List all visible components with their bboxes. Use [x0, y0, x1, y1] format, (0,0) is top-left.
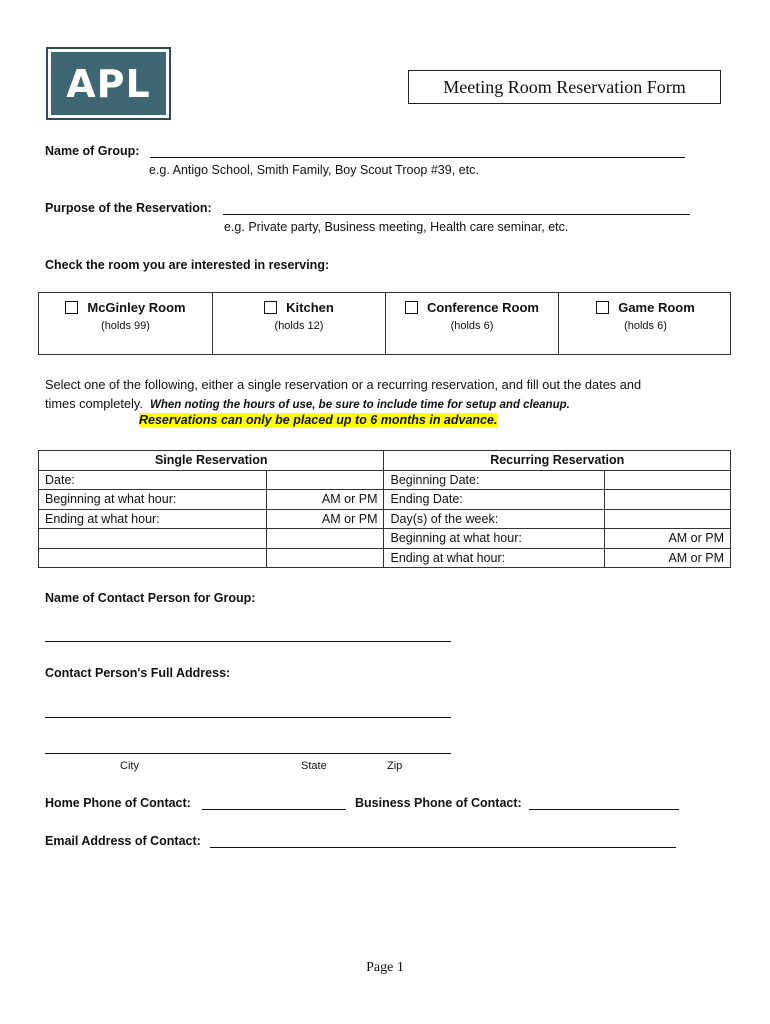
purpose-hint: e.g. Private party, Business meeting, Health care seminar, etc.	[224, 220, 569, 234]
room-capacity: (holds 12)	[274, 320, 324, 332]
recurring-begin-date-field[interactable]	[605, 470, 731, 490]
room-name: Kitchen	[286, 300, 334, 315]
recurring-days-label: Day(s) of the week:	[384, 509, 605, 529]
contact-name-label: Name of Contact Person for Group:	[45, 591, 256, 605]
single-reservation-header: Single Reservation	[39, 451, 384, 471]
room-name: Conference Room	[427, 300, 539, 315]
recurring-days-field[interactable]	[605, 509, 731, 529]
empty-cell	[266, 548, 384, 568]
room-capacity: (holds 99)	[101, 320, 150, 332]
business-phone-field[interactable]	[529, 798, 679, 810]
page-number: Page 1	[366, 960, 404, 975]
empty-cell	[39, 529, 267, 549]
recurring-begin-hour-field[interactable]: AM or PM	[605, 529, 731, 549]
email-label: Email Address of Contact:	[45, 834, 201, 848]
empty-cell	[266, 529, 384, 549]
checkbox-icon[interactable]	[65, 301, 78, 314]
rooms-heading: Check the room you are interested in reserving:	[45, 258, 330, 272]
recurring-end-date-label: Ending Date:	[384, 490, 605, 510]
room-capacity: (holds 6)	[624, 320, 667, 332]
logo-text: APL	[51, 52, 166, 115]
purpose-field[interactable]	[223, 203, 690, 215]
instructions-line-1: Select one of the following, either a single reservation or a recurring reservation, and fill out the dates and	[45, 377, 642, 392]
reservation-table	[38, 450, 731, 568]
room-capacity: (holds 6)	[450, 320, 494, 332]
single-begin-hour-label: Beginning at what hour:	[39, 490, 267, 510]
home-phone-label: Home Phone of Contact:	[45, 796, 191, 810]
checkbox-icon[interactable]	[264, 301, 277, 314]
single-begin-hour-field[interactable]: AM or PM	[266, 490, 384, 510]
recurring-end-hour-label: Ending at what hour:	[384, 548, 605, 568]
instructions	[45, 375, 745, 415]
home-phone-field[interactable]	[202, 798, 346, 810]
room-name: McGinley Room	[87, 300, 186, 315]
room-name: Game Room	[618, 300, 695, 315]
room-option-game	[559, 293, 732, 354]
empty-cell	[39, 548, 267, 568]
zip-label: Zip	[387, 760, 403, 772]
contact-address-label: Contact Person's Full Address:	[45, 666, 231, 680]
purpose-label: Purpose of the Reservation:	[45, 201, 212, 215]
advance-limit-notice: Reservations can only be placed up to 6 months in advance.	[139, 413, 498, 427]
city-label: City	[120, 760, 139, 772]
recurring-reservation-header: Recurring Reservation	[384, 451, 731, 471]
recurring-begin-hour-label: Beginning at what hour:	[384, 529, 605, 549]
room-option-mcginley	[39, 293, 213, 354]
state-label: State	[301, 760, 327, 772]
group-name-field[interactable]	[150, 146, 685, 158]
email-field[interactable]	[210, 836, 676, 848]
form-title: Meeting Room Reservation Form	[408, 70, 721, 104]
single-date-field[interactable]	[266, 470, 384, 490]
setup-cleanup-note: When noting the hours of use, be sure to include time for setup and cleanup.	[150, 399, 570, 411]
checkbox-icon[interactable]	[405, 301, 418, 314]
recurring-begin-date-label: Beginning Date:	[384, 470, 605, 490]
single-end-hour-label: Ending at what hour:	[39, 509, 267, 529]
room-option-conference	[386, 293, 559, 354]
single-end-hour-field[interactable]: AM or PM	[266, 509, 384, 529]
address-line-1-field[interactable]	[45, 706, 451, 718]
recurring-end-hour-field[interactable]: AM or PM	[605, 548, 731, 568]
rooms-table	[38, 292, 731, 355]
instructions-line-2: times completely.	[45, 396, 143, 411]
business-phone-label: Business Phone of Contact:	[355, 796, 522, 810]
address-line-2-field[interactable]	[45, 742, 451, 754]
single-date-label: Date:	[39, 470, 267, 490]
group-name-hint: e.g. Antigo School, Smith Family, Boy Scout Troop #39, etc.	[149, 163, 479, 177]
contact-name-field[interactable]	[45, 630, 451, 642]
checkbox-icon[interactable]	[596, 301, 609, 314]
room-option-kitchen	[213, 293, 386, 354]
group-name-label: Name of Group:	[45, 144, 140, 158]
library-logo	[46, 47, 171, 120]
recurring-end-date-field[interactable]	[605, 490, 731, 510]
